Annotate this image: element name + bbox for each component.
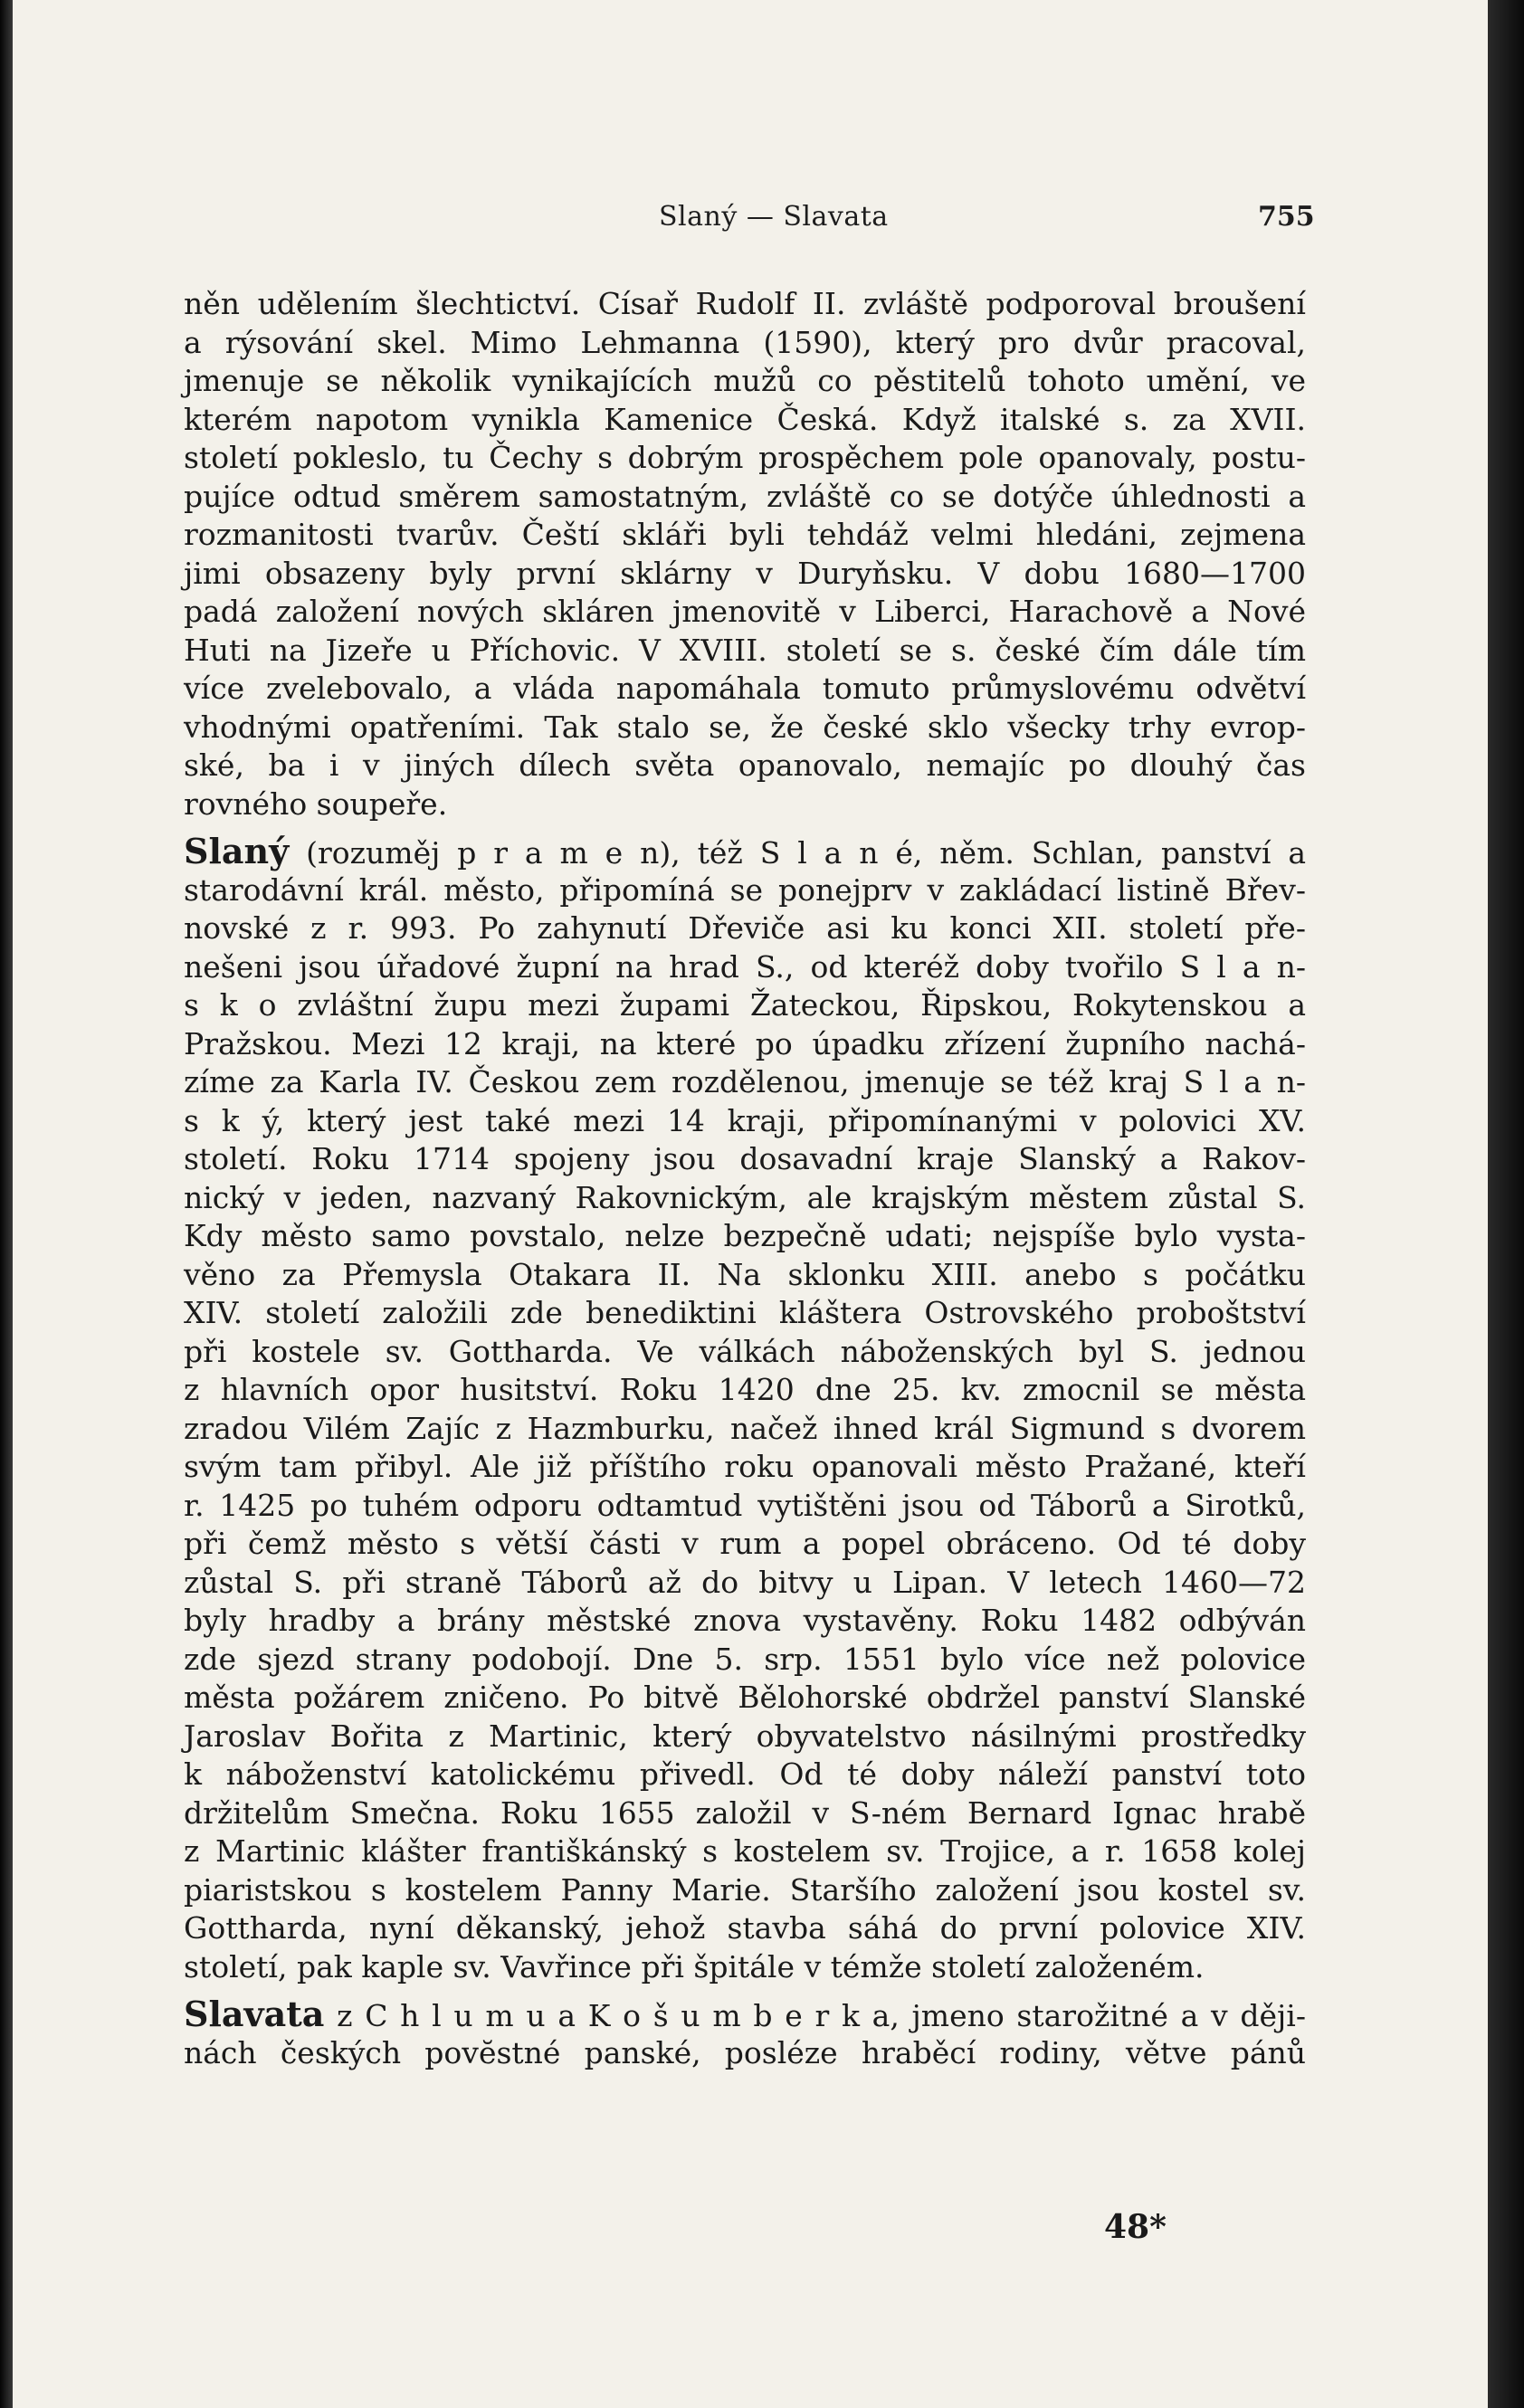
text-line <box>184 1448 1306 1487</box>
text-line <box>184 1641 1306 1680</box>
text-line <box>184 747 1306 785</box>
text-line <box>184 1679 1306 1718</box>
line-text: něn udělením šlechtictví. Císař Rudolf II. zvláště podporoval broušení <box>184 286 1306 321</box>
text-line <box>184 1410 1306 1449</box>
line-text: a rýsování skel. Mimo Lehmanna (1590), který pro dvůr pracoval, <box>184 324 1306 360</box>
line-text: rovného soupeře. <box>184 785 448 822</box>
text-line <box>184 324 1306 363</box>
line-text: století, pak kaple sv. Vavřince při špitále v témže století založeném. <box>184 1948 1205 1984</box>
text-line <box>184 1995 1306 2034</box>
entry-headword: Slaný <box>184 831 290 871</box>
line-text: ské, ba i v jiných dílech světa opanovalo, nemajíc po dlouhý čas <box>184 747 1306 783</box>
text-line <box>184 1294 1306 1333</box>
page-edge-left <box>0 0 13 2408</box>
line-text: starodávní král. město, připomíná se ponejprv v zakládací listině Břev- <box>184 871 1306 908</box>
line-text: více zvelebovalo, a vláda napomáhala tomuto průmyslovému odvětví <box>184 671 1306 706</box>
text-line <box>184 1564 1306 1603</box>
text-line <box>184 871 1306 910</box>
signature-mark: 48* <box>1104 2208 1167 2246</box>
line-text: XIV. století založili zde benediktini kláštera Ostrovského proboštství <box>184 1295 1306 1330</box>
entry-headword: Slavata <box>184 1994 325 2034</box>
text-line <box>184 1102 1306 1141</box>
line-text: rozmanitosti tvarův. Čeští skláři byli tehdáž velmi hledáni, zejmena <box>184 517 1306 552</box>
line-text: svým tam přibyl. Ale již příštího roku opanovali město Pražané, kteří <box>184 1449 1306 1484</box>
text-body <box>184 285 1306 2072</box>
text-line <box>184 986 1306 1025</box>
text-line <box>184 1948 1306 1987</box>
text-line <box>184 2034 1306 2073</box>
text-line <box>184 1602 1306 1641</box>
text-line <box>184 1140 1306 1179</box>
line-text: vhodnými opatřeními. Tak stalo se, že české sklo všecky trhy evrop- <box>184 709 1306 745</box>
line-text: kterém napotom vynikla Kamenice Česká. Když italské s. za XVII. <box>184 401 1306 437</box>
line-text: při čemž město s větší části v rum a popel obráceno. Od té doby <box>184 1526 1306 1561</box>
text-line <box>184 1025 1306 1064</box>
line-text: města požárem zničeno. Po bitvě Bělohorské obdržel panství Slanské <box>184 1680 1306 1715</box>
text-line <box>184 516 1306 555</box>
text-line <box>184 1371 1306 1410</box>
text-line <box>184 1487 1306 1526</box>
text-line <box>184 833 1306 871</box>
text-line <box>184 1217 1306 1256</box>
line-text: pujíce odtud směrem samostatným, zvláště co se dotýče úhlednosti a <box>184 478 1306 514</box>
text-line <box>184 401 1306 440</box>
text-line <box>184 555 1306 594</box>
line-text: věno za Přemysla Otakara II. Na sklonku XIII. anebo s počátku <box>184 1256 1306 1292</box>
line-text: Huti na Jizeře u Příchovic. V XVIII. století se s. české čím dále tím <box>184 632 1306 668</box>
line-text: s k ý, který jest také mezi 14 kraji, připomínanými v polovici XV. <box>184 1102 1306 1138</box>
text-line <box>184 1832 1306 1871</box>
line-text: k náboženství katolickému přivedl. Od té doby náleží panství toto <box>184 1756 1306 1792</box>
line-text: století pokleslo, tu Čechy s dobrým prospěchem pole opanovaly, postu- <box>184 440 1306 475</box>
text-line <box>184 439 1306 478</box>
line-text: Gotthardа, nyní děkanský, jehož stavba sáhá do první polovice XIV. <box>184 1910 1306 1946</box>
line-text: piaristskou s kostelem Panny Marie. Staršího založení jsou kostel sv. <box>184 1871 1306 1908</box>
text-line <box>184 285 1306 324</box>
line-text: byly hradby a brány městské znova vystavěny. Roku 1482 odbýván <box>184 1603 1306 1638</box>
line-text: (rozuměj p r a m e n), též S l a n é, něm. Schlan, panství a <box>289 835 1306 871</box>
text-line <box>184 1256 1306 1295</box>
running-head: Slaný — Slavata <box>659 201 889 233</box>
line-text: století. Roku 1714 spojeny jsou dosavadní kraje Slanský a Rakov- <box>184 1141 1306 1176</box>
line-text: r. 1425 po tuhém odporu odtamtud vytištěni jsou od Táborů a Sirotků, <box>184 1487 1306 1523</box>
line-text: zíme za Karla IV. Českou zem rozdělenou, jmenuje se též kraj S l a n- <box>184 1064 1306 1099</box>
line-text: nešeni jsou úřadové župní na hrad S., od kteréž doby tvořilo S l a n- <box>184 948 1306 985</box>
text-line <box>184 1179 1306 1218</box>
text-line <box>184 1333 1306 1372</box>
page-edge-right <box>1488 0 1524 2408</box>
line-text: nický v jeden, nazvaný Rakovnickým, ale krajským městem zůstal S. <box>184 1179 1306 1215</box>
line-text: z hlavních opor husitství. Roku 1420 dne 25. kv. zmocnil se města <box>184 1372 1306 1407</box>
text-line <box>184 670 1306 709</box>
line-text: držitelům Smečna. Roku 1655 založil v S-ném Bernard Ignac hrabě <box>184 1794 1306 1831</box>
text-line <box>184 1718 1306 1756</box>
text-line <box>184 785 1306 824</box>
text-line <box>184 1525 1306 1564</box>
text-line <box>184 709 1306 747</box>
line-text: z C h l u m u a K o š u m b e r k a, jmeno starožitné a v ději- <box>324 1998 1306 2033</box>
line-text: z Martinic klášter františkánský s kostelem sv. Trojice, a r. 1658 kolej <box>184 1833 1306 1869</box>
line-text: padá založení nových skláren jmenovitě v Liberci, Harachově a Nové <box>184 594 1306 629</box>
line-text: Jaroslav Bořita z Martinic, který obyvatelstvo násilnými prostředky <box>184 1718 1306 1754</box>
line-text: Pražskou. Mezi 12 kraji, na které po úpadku zřízení župního nachá- <box>184 1025 1306 1061</box>
text-line <box>184 1909 1306 1948</box>
line-text: zradou Vilém Zajíc z Hazmburku, načež ihned král Sigmund s dvorem <box>184 1410 1306 1446</box>
text-line <box>184 593 1306 632</box>
text-line <box>184 1794 1306 1833</box>
text-line <box>184 362 1306 401</box>
line-text: nách českých povĕstné panské, posléze hraběcí rodiny, větve pánů <box>184 2034 1306 2070</box>
line-text: jimi obsazeny byly první sklárny v Duryňsku. V dobu 1680—1700 <box>184 555 1306 591</box>
page-number: 755 <box>1258 201 1315 233</box>
line-text: při kostele sv. Gotthardа. Ve válkách náboženských byl S. jednou <box>184 1333 1306 1369</box>
line-text: zde sjezd strany podobojí. Dne 5. srp. 1551 bylo více než polovice <box>184 1641 1306 1677</box>
text-line <box>184 1063 1306 1102</box>
text-line <box>184 632 1306 671</box>
line-text: Kdy město samo povstalo, nelze bezpečně udati; nejspíše bylo vysta- <box>184 1218 1306 1253</box>
line-text: novské z r. 993. Po zahynutí Dřeviče asi ku konci XII. století pře- <box>184 910 1306 946</box>
text-line <box>184 478 1306 517</box>
text-line <box>184 909 1306 948</box>
text-line <box>184 948 1306 987</box>
line-text: jmenuje se několik vynikajících mužů co pěstitelů tohoto umění, ve <box>184 363 1306 398</box>
line-text: s k o zvláštní župu mezi župami Žateckou, Řipskou, Rokytenskou a <box>184 987 1306 1023</box>
line-text: zůstal S. při straně Táborů až do bitvy u Lipan. V letech 1460—72 <box>184 1564 1306 1600</box>
text-line <box>184 1756 1306 1794</box>
text-line <box>184 1871 1306 1910</box>
